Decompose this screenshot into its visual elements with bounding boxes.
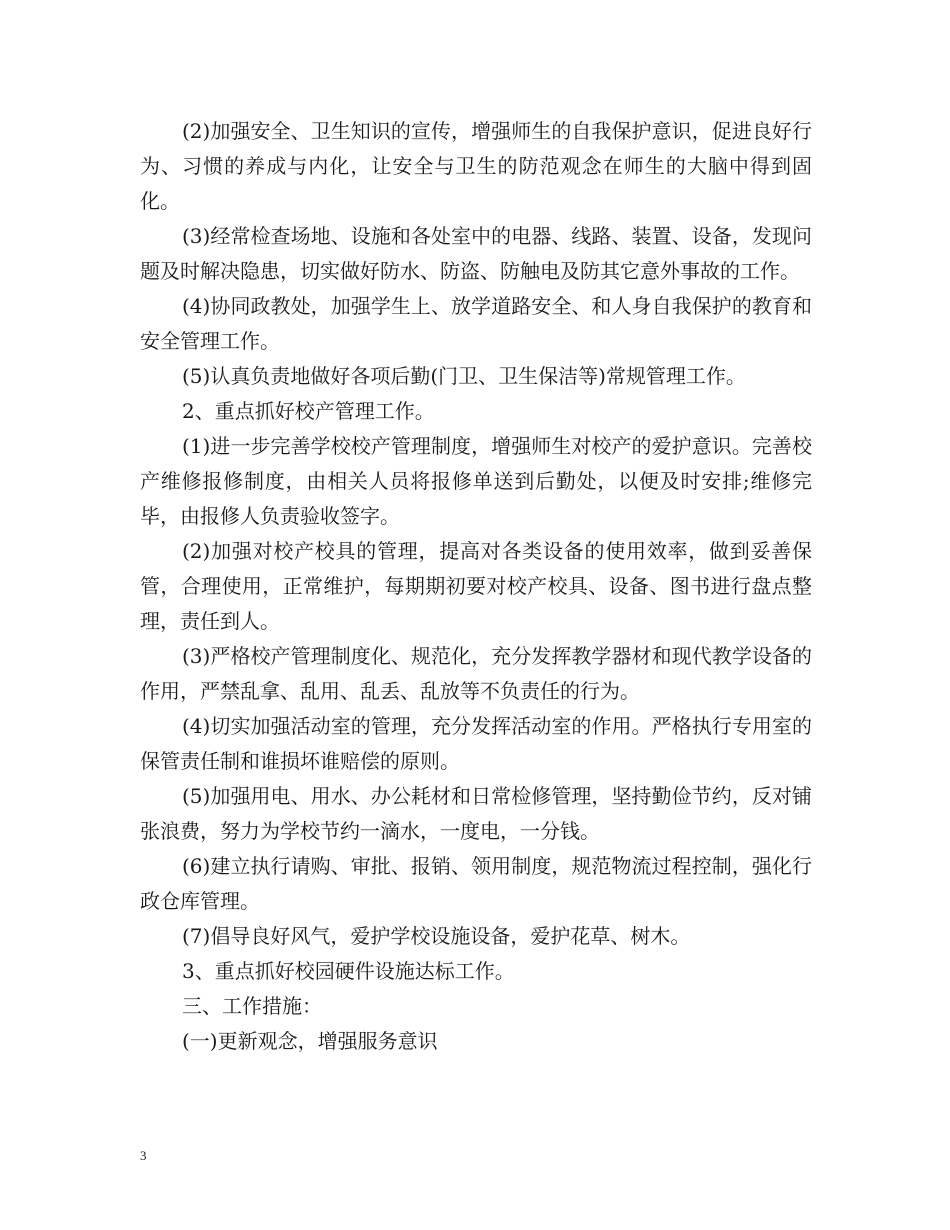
paragraph: (6)建立执行请购、审批、报销、领用制度，规范物流过程控制，强化行政仓库管理。	[140, 854, 812, 913]
paragraph: (4)协同政教处，加强学生上、放学道路安全、和人身自我保护的教育和安全管理工作。	[140, 294, 812, 353]
paragraph: (3)严格校产管理制度化、规范化，充分发挥教学器材和现代教学设备的作用，严禁乱拿、乱用、乱丢、乱放等不负责任的行为。	[140, 644, 812, 703]
paragraph: (5)加强用电、用水、办公耗材和日常检修管理，坚持勤俭节约，反对铺张浪费，努力为学校节约一滴水，一度电，一分钱。	[140, 784, 812, 843]
paragraph: (2)加强安全、卫生知识的宣传，增强师生的自我保护意识，促进良好行为、习惯的养成与内化，让安全与卫生的防范观念在师生的大脑中得到固化。	[140, 119, 812, 213]
section-heading: 三、工作措施：	[182, 994, 322, 1018]
section-heading: 3、重点抓好校园硬件设施达标工作。	[182, 959, 515, 983]
paragraph: (1)进一步完善学校校产管理制度，增强师生对校产的爱护意识。完善校产维修报修制度，由相关人员将报修单送到后勤处，以便及时安排;维修完毕，由报修人负责验收签字。	[140, 434, 812, 528]
section-heading: 2、重点抓好校产管理工作。	[182, 399, 435, 423]
paragraph: (7)倡导良好风气，爱护学校设施设备，爱护花草、树木。	[182, 924, 691, 948]
subsection-heading: (一)更新观念，增强服务意识	[182, 1029, 438, 1053]
paragraph: (2)加强对校产校具的管理，提高对各类设备的使用效率，做到妥善保管，合理使用，正常维护，每期期初要对校产校具、设备、图书进行盘点整理，责任到人。	[140, 539, 812, 633]
page-number: 3	[140, 1148, 147, 1163]
paragraph: (3)经常检查场地、设施和各处室中的电器、线路、装置、设备，发现问题及时解决隐患，切实做好防水、防盗、防触电及防其它意外事故的工作。	[140, 224, 812, 283]
document-body	[140, 114, 812, 1059]
paragraph: (5)认真负责地做好各项后勤(门卫、卫生保洁等)常规管理工作。	[182, 364, 746, 388]
paragraph: (4)切实加强活动室的管理，充分发挥活动室的作用。严格执行专用室的保管责任制和谁损坏谁赔偿的原则。	[140, 714, 812, 773]
